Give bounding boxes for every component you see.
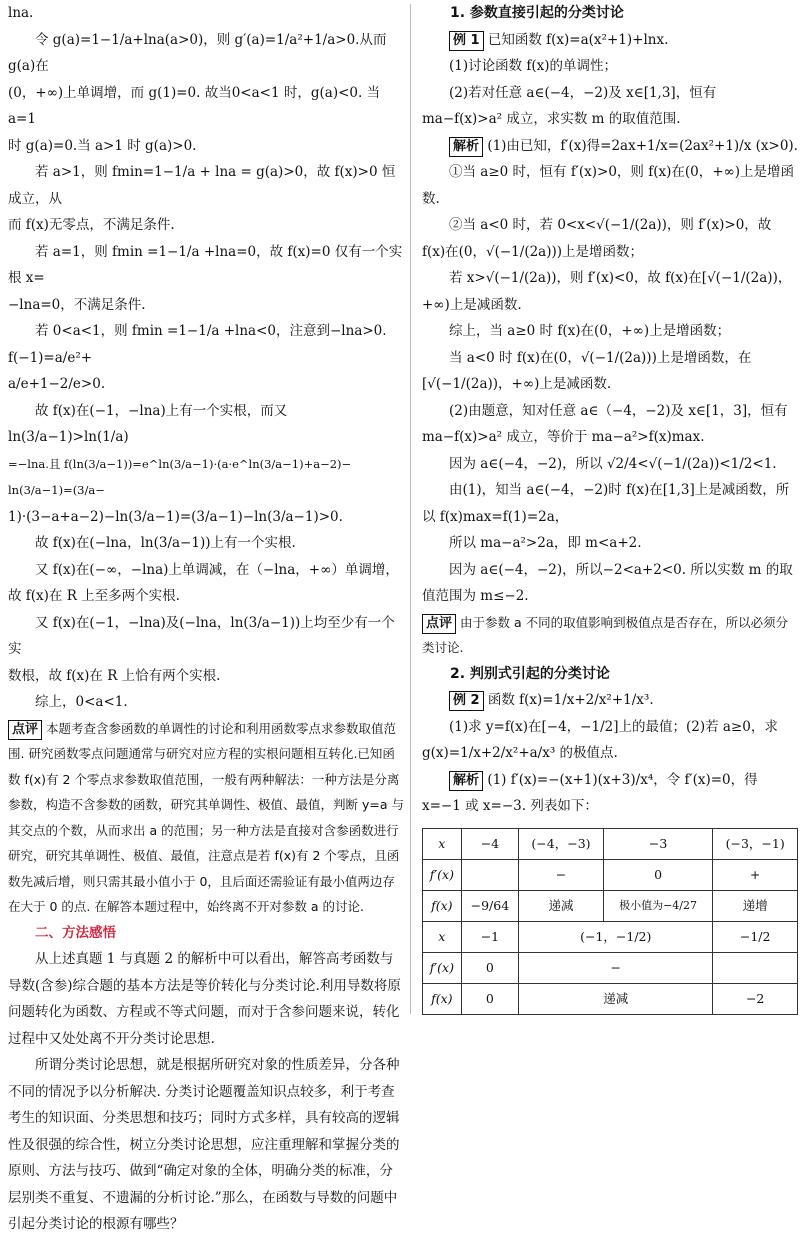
- text-line: 令 g(a)=1−1/a+lna(a>0)，则 g′(a)=1/a²+1/a>0.从而 g(a)在: [8, 31, 387, 74]
- text-line: 由(1)，知当 a∈(−4，−2)时 f(x)在[1,3]上是减函数，所以 f(x)max=f(1)=2a，: [422, 482, 790, 525]
- comment-block: [422, 610, 798, 661]
- table-cell: −2: [713, 983, 798, 1014]
- table-cell: (−3，−1): [713, 828, 798, 859]
- text-line: (2)若对任意 a∈(−4，−2)及 x∈[1,3]，恒有 ma−f(x)>a² 成立，求实数 m 的取值范围.: [422, 84, 717, 127]
- solution-label: 解析: [449, 771, 483, 791]
- text-line: 而 f(x)无零点，不满足条件.: [8, 217, 175, 233]
- variation-table: [422, 828, 798, 1015]
- table-cell: 递增: [713, 890, 798, 921]
- table-cell: −3: [603, 828, 713, 859]
- text-line: 故 f(x)在(−1，−lna)上有一个实根，而又 ln(3/a−1)>ln(1/a): [8, 402, 288, 445]
- example-line: [422, 27, 798, 54]
- table-cell: 极小值为−4/27: [603, 890, 713, 921]
- column-divider: [410, 4, 411, 1014]
- comment-text: 由于参数 a 不同的取值影响到极值点是否存在，所以必须分类讨论.: [422, 614, 789, 655]
- solution-line: [422, 767, 798, 820]
- table-row: [423, 828, 798, 859]
- table-cell: −: [519, 952, 713, 983]
- table-cell: f′(x): [423, 859, 462, 890]
- section-heading: 1. 参数直接引起的分类讨论: [450, 5, 624, 21]
- text-line: 所以 ma−a²>2a，即 m<a+2.: [449, 535, 642, 551]
- example-text: 函数 f(x)=1/x+2/x²+1/x³.: [487, 692, 654, 708]
- text-line: (1)求 y=f(x)在[−4，−1/2]上的最值；(2)若 a≥0，求 g(x)=1/x+2/x²+a/x³ 的极值点.: [422, 718, 778, 761]
- solution-line: [422, 133, 798, 160]
- comment-text: 本题考查含参函数的单调性的讨论和利用函数零点求参数取值范围. 研究函数零点问题通常与研究对应方程的实根问题相互转化.已知函数 f(x)有 2 个零点求参数取值范围，一般有两种解法：一种方法是分离参数，构造不含参数的函数，研究其单调性、极值、最值，判断 y=a 与其交点的个数，从而求出 a 的范围；另一种方法是直接对含参函数进行研究，研究其单调性、极值、最值，注意点是若 f(x)有 2 个零点，且函数先减后增，则只需其最小值小于 0，且后面还需验证有最小值两边存在大于 0 的点. 在解答本题过程中，始终离不开对参数 a 的讨论.: [8, 720, 404, 914]
- text-line: 综上，当 a≥0 时 f(x)在(0，+∞)上是增函数；: [449, 323, 731, 339]
- text-line: 当 a<0 时 f(x)在(0，√(−1/(2a)))上是增函数，在[√(−1/(2a))，+∞)上是减函数.: [422, 349, 752, 392]
- paragraph: 从上述真题 1 与真题 2 的解析中可以看出，解答高考函数与导数(含参)综合题的基本方法是等价转化与分类讨论.利用导数将原问题转化为函数、方程或不等式问题，而对于含参问题来说，转化过程中又处处离不开分类讨论思想.: [8, 951, 401, 1047]
- text-line: 若 a=1，则 fmin =1−1/a +lna=0，故 f(x)=0 仅有一个实根 x=: [8, 243, 403, 286]
- table-cell: [713, 952, 798, 983]
- text-line: ②当 a<0 时，若 0<x<√(−1/(2a))，则 f′(x)>0，故 f(x)在(0，√(−1/(2a)))上是增函数；: [422, 217, 772, 260]
- text-line: (2)由题意，知对任意 a∈（−4，−2)及 x∈[1，3]，恒有 ma−f(x)>a² 成立，等价于 ma−a²>f(x)max.: [422, 402, 788, 445]
- solution-text: (1)由已知，f′(x)得=2ax+1/x=(2ax²+1)/x (x>0).: [487, 137, 798, 154]
- table-cell: x: [423, 921, 462, 952]
- table-cell: −: [519, 859, 604, 890]
- table-row: [423, 859, 798, 890]
- table-cell: +: [713, 859, 798, 890]
- text-line: 数根，故 f(x)在 R 上恰有两个实根.: [8, 667, 221, 684]
- comment-label: 点评: [8, 720, 42, 740]
- text-line: 因为 a∈(−4，−2)，所以−2<a+2<0. 所以实数 m 的取值范围为 m≤−2.: [422, 561, 793, 604]
- table-row: [423, 890, 798, 921]
- left-column: [8, 0, 404, 1232]
- text-line: 时 g(a)=0.当 a>1 时 g(a)>0.: [8, 137, 197, 154]
- text-line: ①当 a≥0 时，恒有 f′(x)>0，则 f(x)在(0，+∞)上是增函数.: [422, 164, 795, 207]
- text-line: 又 f(x)在(−1，−lna)及(−lna，ln(3/a−1))上均至少有一个实: [8, 614, 395, 657]
- text-line: lna.: [8, 5, 34, 21]
- right-column: [422, 0, 798, 1018]
- text-line: 因为 a∈(−4，−2)，所以 √2/4<√(−1/(2a))<1/2<1.: [449, 455, 777, 472]
- text-line: 综上，0<a<1.: [35, 694, 128, 710]
- text-line: (1)讨论函数 f(x)的单调性；: [449, 58, 618, 74]
- table-cell: 0: [603, 859, 713, 890]
- text-line: a/e+1−2/e>0.: [8, 376, 106, 392]
- table-row: [423, 983, 798, 1014]
- table-cell: (−4，−3): [519, 828, 604, 859]
- text-line: =−lna.且 f(ln(3/a−1))=e^ln(3/a−1)·(a·e^ln(3/a−1)+a−2)− ln(3/a−1)=(3/a−: [8, 456, 352, 497]
- comment-label: 点评: [422, 614, 456, 634]
- comment-block: [8, 716, 404, 920]
- table-cell: 0: [461, 952, 519, 983]
- text-line: 故 f(x)在(−lna，ln(3/a−1))上有一个实根.: [35, 535, 296, 551]
- text-line: 若 x>√(−1/(2a))，则 f′(x)<0，故 f(x)在[√(−1/(2a))，+∞)上是减函数.: [422, 270, 792, 313]
- table-cell: −9/64: [461, 890, 519, 921]
- text-line: −lna=0，不满足条件.: [8, 296, 146, 313]
- example-label: 例 2: [449, 691, 484, 711]
- example-text: 已知函数 f(x)=a(x²+1)+lnx.: [487, 31, 669, 48]
- table-cell: −4: [461, 828, 519, 859]
- text-line: 又 f(x)在(−∞，−lna)上单调减，在（−lna，+∞）单调增，: [35, 561, 399, 578]
- table-cell: x: [423, 828, 462, 859]
- solution-text: (1) f′(x)=−(x+1)(x+3)/x⁴，令 f′(x)=0，得 x=−1 或 x=−3. 列表如下：: [422, 771, 758, 814]
- example-label: 例 1: [449, 31, 484, 51]
- text-line: 若 a>1，则 fmin=1−1/a + lna = g(a)>0，故 f(x)>0 恒成立，从: [8, 164, 396, 207]
- text-line: 故 f(x)在 R 上至多两个实根.: [8, 588, 180, 604]
- example-line: [422, 687, 798, 714]
- text-line: 若 0<a<1，则 fmin =1−1/a +lna<0，注意到−lna>0. f(−1)=a/e²+: [8, 323, 387, 366]
- table-cell: −1: [461, 921, 519, 952]
- table-row: [423, 952, 798, 983]
- table-cell: −1/2: [713, 921, 798, 952]
- section-title: 二、方法感悟: [35, 924, 116, 941]
- table-cell: 递减: [519, 983, 713, 1014]
- text-line: 1)·(3−a+a−2)−ln(3/a−1)=(3/a−1)−ln(3/a−1)>0.: [8, 508, 343, 525]
- section-heading: 2. 判别式引起的分类讨论: [450, 665, 610, 682]
- table-cell: (−1，−1/2): [519, 921, 713, 952]
- paragraph: 所谓分类讨论思想，就是根据所研究对象的性质差异，分各种不同的情况予以分析解决. 分类讨论题覆盖知识点较多，利于考查考生的知识面、分类思想和技巧；同时方式多样，具有较高的逻辑性及很强的综合性，树立分类讨论思想，应注重理解和掌握分类的原则、方法与技巧、做到“确定对象的全体，明确分类的标准，分层别类不重复、不遗漏的分析讨论.”那么，在函数与导数的问题中引起分类讨论的根源有哪些？: [8, 1057, 400, 1232]
- solution-label: 解析: [449, 137, 483, 157]
- table-row: [423, 921, 798, 952]
- table-cell: 0: [461, 983, 519, 1014]
- table-cell: f′(x): [423, 952, 462, 983]
- table-cell: [461, 859, 519, 890]
- table-cell: 递减: [519, 890, 604, 921]
- table-cell: f(x): [423, 890, 462, 921]
- text-line: (0，+∞)上单调增，而 g(1)=0. 故当0<a<1 时，g(a)<0. 当 a=1: [8, 84, 381, 127]
- table-cell: f(x): [423, 983, 462, 1014]
